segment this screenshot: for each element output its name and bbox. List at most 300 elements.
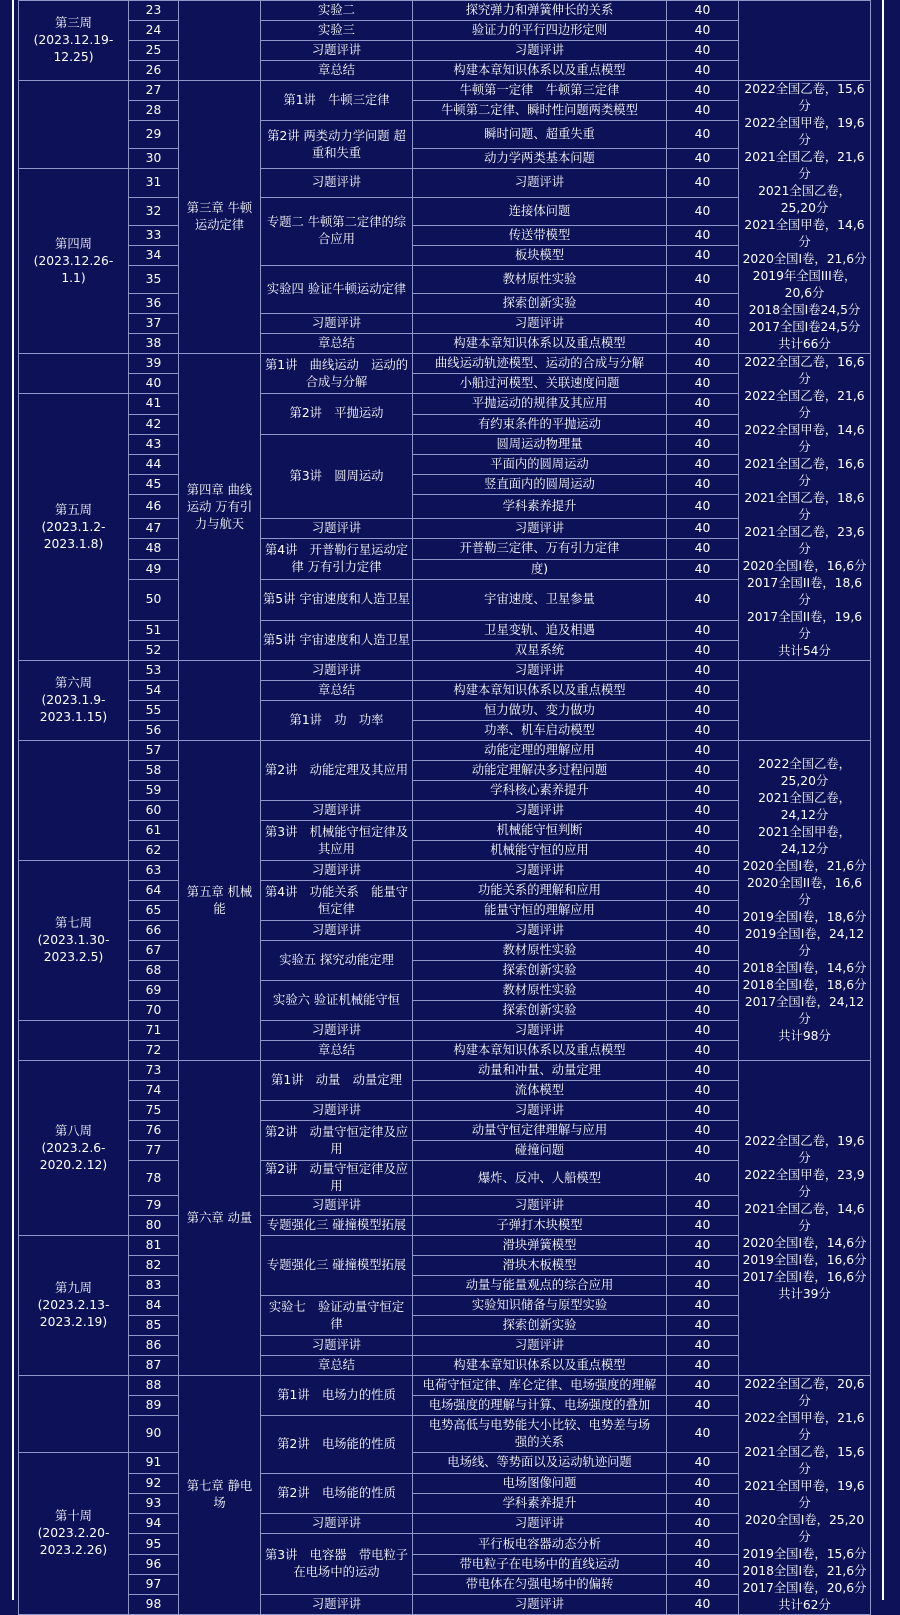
lesson-number-cell: 47 xyxy=(129,519,179,539)
duration-cell: 40 xyxy=(667,961,739,981)
topic-cell: 教材原性实验 xyxy=(413,265,667,293)
lesson-number-cell: 38 xyxy=(129,334,179,354)
topic-cell: 爆炸、反冲、人船模型 xyxy=(413,1161,667,1196)
duration-cell: 40 xyxy=(667,265,739,293)
duration-cell: 40 xyxy=(667,1416,739,1453)
lesson-number-cell: 52 xyxy=(129,641,179,661)
topic-cell: 教材原性实验 xyxy=(413,941,667,961)
lesson-number-cell: 46 xyxy=(129,495,179,519)
lesson-number-cell: 56 xyxy=(129,721,179,741)
lesson-number-cell: 88 xyxy=(129,1376,179,1396)
lecture-cell: 第3讲 圆周运动 xyxy=(261,434,413,519)
topic-cell: 动力学两类基本问题 xyxy=(413,149,667,169)
duration-cell: 40 xyxy=(667,821,739,841)
topic-cell: 卫星变轨、追及相遇 xyxy=(413,620,667,641)
lesson-number-cell: 68 xyxy=(129,961,179,981)
duration-cell: 40 xyxy=(667,881,739,901)
topic-cell: 电势高低与电势能大小比较、电势差与场 强的关系 xyxy=(413,1416,667,1453)
lecture-cell: 习题评讲 xyxy=(261,801,413,821)
duration-cell: 40 xyxy=(667,1021,739,1041)
chapter-cell: 第三章 牛顿运动定律 xyxy=(179,81,261,354)
duration-cell: 40 xyxy=(667,354,739,374)
chapter-cell xyxy=(179,661,261,741)
topic-cell: 动量和冲量、动量定理 xyxy=(413,1061,667,1081)
topic-cell: 习题评讲 xyxy=(413,661,667,681)
lesson-number-cell: 85 xyxy=(129,1316,179,1336)
topic-cell: 竖直面内的圆周运动 xyxy=(413,475,667,495)
week-cell: 第九周 (2023.2.13- 2023.2.19) xyxy=(19,1236,129,1376)
lecture-cell: 习题评讲 xyxy=(261,1196,413,1216)
duration-cell: 40 xyxy=(667,661,739,681)
week-cell: 第四周 (2023.12.26- 1.1) xyxy=(19,169,129,354)
duration-cell: 40 xyxy=(667,334,739,354)
duration-cell: 40 xyxy=(667,801,739,821)
week-cell: 第八周 (2023.2.6- 2020.2.12) xyxy=(19,1061,129,1236)
duration-cell: 40 xyxy=(667,314,739,334)
exam-history-cell: 2022全国乙卷，15,6分 2022全国甲卷，19,6分 2021全国乙卷，21,6分 2021全国乙卷，25,20分 2021全国甲卷，14,6分 2020全国I卷，21,6分 2019年全国III卷，20,6分 2018全国I卷24,5分 2017全国I卷24,5分 共计66分 xyxy=(739,81,871,354)
topic-cell: 电场线、等势面以及运动轨迹问题 xyxy=(413,1452,667,1473)
exam-history-cell xyxy=(739,1,871,81)
week-cell: 第六周 (2023.1.9- 2023.1.15) xyxy=(19,661,129,741)
lecture-cell: 专题二 牛顿第二定律的综合应用 xyxy=(261,197,413,265)
topic-cell: 功能关系的理解和应用 xyxy=(413,881,667,901)
lecture-cell: 章总结 xyxy=(261,1356,413,1376)
lesson-number-cell: 78 xyxy=(129,1161,179,1196)
duration-cell: 40 xyxy=(667,81,739,101)
lesson-number-cell: 63 xyxy=(129,861,179,881)
duration-cell: 40 xyxy=(667,1001,739,1021)
duration-cell: 40 xyxy=(667,841,739,861)
lecture-cell: 习题评讲 xyxy=(261,169,413,197)
lecture-cell: 第1讲 曲线运动 运动的合成与分解 xyxy=(261,354,413,394)
lesson-number-cell: 62 xyxy=(129,841,179,861)
lecture-cell: 习题评讲 xyxy=(261,1101,413,1121)
topic-cell: 习题评讲 xyxy=(413,921,667,941)
week-cell xyxy=(19,1376,129,1453)
lecture-cell: 专题强化三 碰撞模型拓展 xyxy=(261,1236,413,1296)
lesson-number-cell: 66 xyxy=(129,921,179,941)
lecture-cell: 习题评讲 xyxy=(261,661,413,681)
lesson-number-cell: 49 xyxy=(129,559,179,579)
duration-cell: 40 xyxy=(667,519,739,539)
duration-cell: 40 xyxy=(667,1494,739,1514)
topic-cell: 验证力的平行四边形定则 xyxy=(413,21,667,41)
lecture-cell: 习题评讲 xyxy=(261,1595,413,1615)
topic-cell: 构建本章知识体系以及重点模型 xyxy=(413,334,667,354)
topic-cell: 探索创新实验 xyxy=(413,961,667,981)
lesson-number-cell: 70 xyxy=(129,1001,179,1021)
lecture-cell: 章总结 xyxy=(261,681,413,701)
lecture-cell: 第5讲 宇宙速度和人造卫星 xyxy=(261,579,413,620)
topic-cell: 圆周运动物理量 xyxy=(413,434,667,455)
duration-cell: 40 xyxy=(667,1316,739,1336)
week-cell xyxy=(19,1021,129,1061)
chapter-cell: 第七章 静电场 xyxy=(179,1376,261,1615)
lecture-cell: 实验四 验证牛顿运动定律 xyxy=(261,265,413,313)
topic-cell: 动能定理解决多过程问题 xyxy=(413,761,667,781)
lesson-number-cell: 53 xyxy=(129,661,179,681)
topic-cell: 带电体在匀强电场中的偏转 xyxy=(413,1575,667,1595)
week-cell xyxy=(19,741,129,861)
lecture-cell: 专题强化三 碰撞模型拓展 xyxy=(261,1216,413,1236)
topic-cell: 宇宙速度、卫星参量 xyxy=(413,579,667,620)
duration-cell: 40 xyxy=(667,61,739,81)
topic-cell: 教材原性实验 xyxy=(413,981,667,1001)
duration-cell: 40 xyxy=(667,1396,739,1416)
topic-cell: 碰撞问题 xyxy=(413,1141,667,1161)
duration-cell: 40 xyxy=(667,1595,739,1615)
topic-cell: 动能定理的理解应用 xyxy=(413,741,667,761)
duration-cell: 40 xyxy=(667,1555,739,1575)
duration-cell: 40 xyxy=(667,1196,739,1216)
topic-cell: 牛顿第二定律、瞬时性问题两类模型 xyxy=(413,101,667,121)
chapter-cell: 第六章 动量 xyxy=(179,1061,261,1376)
duration-cell: 40 xyxy=(667,761,739,781)
duration-cell: 40 xyxy=(667,1296,739,1316)
lecture-cell: 习题评讲 xyxy=(261,314,413,334)
duration-cell: 40 xyxy=(667,374,739,394)
duration-cell: 40 xyxy=(667,245,739,265)
lecture-cell: 习题评讲 xyxy=(261,921,413,941)
lesson-number-cell: 54 xyxy=(129,681,179,701)
lesson-number-cell: 98 xyxy=(129,1595,179,1615)
lesson-number-cell: 42 xyxy=(129,414,179,434)
duration-cell: 40 xyxy=(667,121,739,149)
lesson-number-cell: 61 xyxy=(129,821,179,841)
duration-cell: 40 xyxy=(667,1276,739,1296)
topic-cell: 流体模型 xyxy=(413,1081,667,1101)
lecture-cell: 第3讲 机械能守恒定律及其应用 xyxy=(261,821,413,861)
topic-cell: 瞬时问题、超重失重 xyxy=(413,121,667,149)
duration-cell: 40 xyxy=(667,434,739,455)
lesson-number-cell: 79 xyxy=(129,1196,179,1216)
lecture-cell: 实验二 xyxy=(261,1,413,21)
topic-cell: 习题评讲 xyxy=(413,169,667,197)
exam-history-cell: 2022全国乙卷，16,6分 2022全国乙卷，21,6分 2022全国甲卷，14,6分 2021全国乙卷，16,6分 2021全国乙卷，18,6分 2021全国乙卷，23,6分 2020全国I卷，16,6分 2017全国II卷，18,6分 2017全国II卷，19,6分 共计54分 xyxy=(739,354,871,661)
duration-cell: 40 xyxy=(667,197,739,225)
topic-cell: 功率、机车启动模型 xyxy=(413,721,667,741)
exam-history-cell: 2022全国乙卷，19,6分 2022全国甲卷，23,9分 2021全国乙卷，14,6分 2020全国I卷，14,6分 2019全国I卷，16,6分 2017全国I卷，16,6分 共计39分 xyxy=(739,1061,871,1376)
lesson-number-cell: 67 xyxy=(129,941,179,961)
topic-cell: 恒力做功、变力做功 xyxy=(413,701,667,721)
exam-history-cell: 2022全国乙卷，25,20分 2021全国乙卷，24,12分 2021全国甲卷，24,12分 2020全国I卷，21,6分 2020全国II卷，16,6分 2019全国I卷，18,6分 2019全国I卷，24,12分 2018全国I卷，14,6分 2018全国I卷，18,6分 2017全国I卷，24,12分 共计98分 xyxy=(739,741,871,1061)
lesson-number-cell: 45 xyxy=(129,475,179,495)
topic-cell: 动量守恒定律理解与应用 xyxy=(413,1121,667,1141)
lecture-cell: 实验三 xyxy=(261,21,413,41)
lesson-number-cell: 25 xyxy=(129,41,179,61)
lesson-number-cell: 36 xyxy=(129,294,179,314)
table-row xyxy=(19,661,871,681)
duration-cell: 40 xyxy=(667,475,739,495)
lesson-number-cell: 95 xyxy=(129,1534,179,1555)
topic-cell: 探索创新实验 xyxy=(413,294,667,314)
duration-cell: 40 xyxy=(667,1575,739,1595)
week-cell: 第十周 (2023.2.20- 2023.2.26) xyxy=(19,1452,129,1614)
topic-cell: 平抛运动的规律及其应用 xyxy=(413,394,667,415)
topic-cell: 带电粒子在电场中的直线运动 xyxy=(413,1555,667,1575)
duration-cell: 40 xyxy=(667,1356,739,1376)
lecture-cell: 习题评讲 xyxy=(261,861,413,881)
lesson-number-cell: 84 xyxy=(129,1296,179,1316)
topic-cell: 习题评讲 xyxy=(413,1101,667,1121)
lesson-number-cell: 72 xyxy=(129,1041,179,1061)
lesson-number-cell: 43 xyxy=(129,434,179,455)
lesson-number-cell: 64 xyxy=(129,881,179,901)
topic-cell: 探究弹力和弹簧伸长的关系 xyxy=(413,1,667,21)
lesson-number-cell: 32 xyxy=(129,197,179,225)
lesson-number-cell: 58 xyxy=(129,761,179,781)
duration-cell: 40 xyxy=(667,620,739,641)
topic-cell: 子弹打木块模型 xyxy=(413,1216,667,1236)
lesson-number-cell: 48 xyxy=(129,539,179,560)
topic-cell: 习题评讲 xyxy=(413,1514,667,1534)
lesson-number-cell: 73 xyxy=(129,1061,179,1081)
schedule-body xyxy=(19,1,871,1615)
lesson-number-cell: 30 xyxy=(129,149,179,169)
topic-cell: 小船过河模型、关联速度问题 xyxy=(413,374,667,394)
topic-cell: 曲线运动轨迹模型、运动的合成与分解 xyxy=(413,354,667,374)
duration-cell: 40 xyxy=(667,394,739,415)
lesson-number-cell: 39 xyxy=(129,354,179,374)
duration-cell: 40 xyxy=(667,559,739,579)
lecture-cell: 第5讲 宇宙速度和人造卫星 xyxy=(261,620,413,661)
table-row xyxy=(19,1061,871,1081)
lesson-number-cell: 83 xyxy=(129,1276,179,1296)
topic-cell: 构建本章知识体系以及重点模型 xyxy=(413,61,667,81)
table-row xyxy=(19,1,871,21)
lecture-cell: 章总结 xyxy=(261,1041,413,1061)
topic-cell: 电场强度的理解与计算、电场强度的叠加 xyxy=(413,1396,667,1416)
lesson-number-cell: 82 xyxy=(129,1256,179,1276)
lecture-cell: 习题评讲 xyxy=(261,1514,413,1534)
topic-cell: 牛顿第一定律 牛顿第三定律 xyxy=(413,81,667,101)
duration-cell: 40 xyxy=(667,21,739,41)
duration-cell: 40 xyxy=(667,294,739,314)
topic-cell: 传送带模型 xyxy=(413,225,667,245)
chapter-cell xyxy=(179,1,261,81)
topic-cell: 习题评讲 xyxy=(413,41,667,61)
lesson-number-cell: 80 xyxy=(129,1216,179,1236)
lecture-cell: 第2讲 动量守恒定律及应用 xyxy=(261,1161,413,1196)
week-cell: 第五周 (2023.1.2- 2023.1.8) xyxy=(19,394,129,661)
lesson-number-cell: 87 xyxy=(129,1356,179,1376)
duration-cell: 40 xyxy=(667,1121,739,1141)
table-row xyxy=(19,81,871,101)
topic-cell: 构建本章知识体系以及重点模型 xyxy=(413,681,667,701)
lecture-cell: 实验六 验证机械能守恒 xyxy=(261,981,413,1021)
lesson-number-cell: 34 xyxy=(129,245,179,265)
lecture-cell: 第2讲 电场能的性质 xyxy=(261,1473,413,1514)
lecture-cell: 第2讲 动量守恒定律及应用 xyxy=(261,1121,413,1161)
lesson-number-cell: 40 xyxy=(129,374,179,394)
lesson-number-cell: 90 xyxy=(129,1416,179,1453)
lecture-cell: 第1讲 电场力的性质 xyxy=(261,1376,413,1416)
topic-cell: 滑块弹簧模型 xyxy=(413,1236,667,1256)
chapter-cell: 第五章 机械能 xyxy=(179,741,261,1061)
duration-cell: 40 xyxy=(667,1534,739,1555)
duration-cell: 40 xyxy=(667,1336,739,1356)
topic-cell: 构建本章知识体系以及重点模型 xyxy=(413,1356,667,1376)
lesson-number-cell: 94 xyxy=(129,1514,179,1534)
topic-cell: 有约束条件的平抛运动 xyxy=(413,414,667,434)
lesson-number-cell: 86 xyxy=(129,1336,179,1356)
topic-cell: 学科核心素养提升 xyxy=(413,781,667,801)
duration-cell: 40 xyxy=(667,579,739,620)
topic-cell: 滑块木板模型 xyxy=(413,1256,667,1276)
lecture-cell: 第4讲 开普勒行星运动定律 万有引力定律 xyxy=(261,539,413,580)
lesson-number-cell: 57 xyxy=(129,741,179,761)
duration-cell: 40 xyxy=(667,901,739,921)
topic-cell: 板块模型 xyxy=(413,245,667,265)
duration-cell: 40 xyxy=(667,981,739,1001)
lesson-number-cell: 76 xyxy=(129,1121,179,1141)
lesson-number-cell: 71 xyxy=(129,1021,179,1041)
lesson-number-cell: 28 xyxy=(129,101,179,121)
duration-cell: 40 xyxy=(667,1473,739,1494)
lecture-cell: 第1讲 功 功率 xyxy=(261,701,413,741)
lecture-cell: 第4讲 功能关系 能量守恒定律 xyxy=(261,881,413,921)
lecture-cell: 第2讲 平抛运动 xyxy=(261,394,413,435)
lesson-number-cell: 60 xyxy=(129,801,179,821)
lesson-number-cell: 23 xyxy=(129,1,179,21)
lesson-number-cell: 96 xyxy=(129,1555,179,1575)
duration-cell: 40 xyxy=(667,169,739,197)
lecture-cell: 习题评讲 xyxy=(261,519,413,539)
lesson-number-cell: 35 xyxy=(129,265,179,293)
lecture-cell: 第1讲 动量 动量定理 xyxy=(261,1061,413,1101)
topic-cell: 习题评讲 xyxy=(413,519,667,539)
lesson-number-cell: 44 xyxy=(129,455,179,475)
lesson-number-cell: 29 xyxy=(129,121,179,149)
duration-cell: 40 xyxy=(667,1081,739,1101)
week-cell: 第七周 (2023.1.30- 2023.2.5) xyxy=(19,861,129,1021)
week-cell xyxy=(19,81,129,169)
duration-cell: 40 xyxy=(667,681,739,701)
topic-cell: 习题评讲 xyxy=(413,861,667,881)
duration-cell: 40 xyxy=(667,1216,739,1236)
duration-cell: 40 xyxy=(667,1061,739,1081)
duration-cell: 40 xyxy=(667,1256,739,1276)
topic-cell: 学科素养提升 xyxy=(413,1494,667,1514)
topic-cell: 探索创新实验 xyxy=(413,1316,667,1336)
duration-cell: 40 xyxy=(667,1452,739,1473)
week-cell: 第三周 (2023.12.19- 12.25) xyxy=(19,1,129,81)
topic-cell: 探索创新实验 xyxy=(413,1001,667,1021)
topic-cell: 连接体问题 xyxy=(413,197,667,225)
lecture-cell: 习题评讲 xyxy=(261,1021,413,1041)
lesson-number-cell: 75 xyxy=(129,1101,179,1121)
topic-cell: 双星系统 xyxy=(413,641,667,661)
duration-cell: 40 xyxy=(667,149,739,169)
topic-cell: 开普勒三定律、万有引力定律 xyxy=(413,539,667,560)
topic-cell: 实验知识储备与原型实验 xyxy=(413,1296,667,1316)
topic-cell: 机械能守恒判断 xyxy=(413,821,667,841)
lecture-cell: 习题评讲 xyxy=(261,1336,413,1356)
duration-cell: 40 xyxy=(667,41,739,61)
lecture-cell: 章总结 xyxy=(261,334,413,354)
duration-cell: 40 xyxy=(667,1101,739,1121)
lesson-number-cell: 55 xyxy=(129,701,179,721)
lesson-number-cell: 37 xyxy=(129,314,179,334)
table-row xyxy=(19,741,871,761)
topic-cell: 度) xyxy=(413,559,667,579)
topic-cell: 习题评讲 xyxy=(413,314,667,334)
lesson-number-cell: 27 xyxy=(129,81,179,101)
topic-cell: 电场图像问题 xyxy=(413,1473,667,1494)
lesson-number-cell: 92 xyxy=(129,1473,179,1494)
duration-cell: 40 xyxy=(667,455,739,475)
topic-cell: 平行板电容器动态分析 xyxy=(413,1534,667,1555)
lesson-number-cell: 51 xyxy=(129,620,179,641)
lesson-number-cell: 31 xyxy=(129,169,179,197)
topic-cell: 习题评讲 xyxy=(413,801,667,821)
topic-cell: 机械能守恒的应用 xyxy=(413,841,667,861)
topic-cell: 平面内的圆周运动 xyxy=(413,455,667,475)
lecture-cell: 章总结 xyxy=(261,61,413,81)
topic-cell: 习题评讲 xyxy=(413,1336,667,1356)
lesson-number-cell: 89 xyxy=(129,1396,179,1416)
duration-cell: 40 xyxy=(667,921,739,941)
topic-cell: 习题评讲 xyxy=(413,1595,667,1615)
topic-cell: 习题评讲 xyxy=(413,1021,667,1041)
lesson-number-cell: 81 xyxy=(129,1236,179,1256)
lesson-number-cell: 65 xyxy=(129,901,179,921)
duration-cell: 40 xyxy=(667,539,739,560)
duration-cell: 40 xyxy=(667,1514,739,1534)
lecture-cell: 第2讲 电场能的性质 xyxy=(261,1416,413,1474)
lesson-number-cell: 59 xyxy=(129,781,179,801)
exam-history-cell: 2022全国乙卷，20,6分 2022全国甲卷，21,6分 2021全国乙卷，15,6分 2021全国甲卷，19,6分 2020全国I卷，25,20分 2019全国I卷，15,6分 2018全国I卷，21,6分 2017全国I卷，20,6分 共计62分 xyxy=(739,1376,871,1615)
lecture-cell: 实验五 探究动能定理 xyxy=(261,941,413,981)
lecture-cell: 第2讲 动能定理及其应用 xyxy=(261,741,413,801)
duration-cell: 40 xyxy=(667,1236,739,1256)
duration-cell: 40 xyxy=(667,941,739,961)
lecture-cell: 第1讲 牛顿三定律 xyxy=(261,81,413,121)
lesson-number-cell: 77 xyxy=(129,1141,179,1161)
lecture-cell: 第2讲 两类动力学问题 超重和失重 xyxy=(261,121,413,169)
lesson-number-cell: 93 xyxy=(129,1494,179,1514)
lesson-number-cell: 91 xyxy=(129,1452,179,1473)
duration-cell: 40 xyxy=(667,414,739,434)
lesson-number-cell: 50 xyxy=(129,579,179,620)
duration-cell: 40 xyxy=(667,101,739,121)
duration-cell: 40 xyxy=(667,1141,739,1161)
topic-cell: 习题评讲 xyxy=(413,1196,667,1216)
table-row xyxy=(19,354,871,374)
topic-cell: 能量守恒的理解应用 xyxy=(413,901,667,921)
table-row xyxy=(19,1376,871,1396)
duration-cell: 40 xyxy=(667,1041,739,1061)
lesson-number-cell: 69 xyxy=(129,981,179,1001)
exam-history-cell xyxy=(739,661,871,741)
lesson-number-cell: 41 xyxy=(129,394,179,415)
duration-cell: 40 xyxy=(667,641,739,661)
duration-cell: 40 xyxy=(667,741,739,761)
week-cell xyxy=(19,354,129,394)
lesson-number-cell: 97 xyxy=(129,1575,179,1595)
duration-cell: 40 xyxy=(667,1,739,21)
lesson-number-cell: 24 xyxy=(129,21,179,41)
topic-cell: 动量与能量观点的综合应用 xyxy=(413,1276,667,1296)
lesson-number-cell: 74 xyxy=(129,1081,179,1101)
lecture-cell: 习题评讲 xyxy=(261,41,413,61)
chapter-cell: 第四章 曲线运动 万有引力与航天 xyxy=(179,354,261,661)
duration-cell: 40 xyxy=(667,721,739,741)
topic-cell: 电荷守恒定律、库仑定律、电场强度的理解 xyxy=(413,1376,667,1396)
lecture-cell: 第3讲 电容器 带电粒子在电场中的运动 xyxy=(261,1534,413,1595)
topic-cell: 构建本章知识体系以及重点模型 xyxy=(413,1041,667,1061)
schedule-table xyxy=(18,0,871,1615)
